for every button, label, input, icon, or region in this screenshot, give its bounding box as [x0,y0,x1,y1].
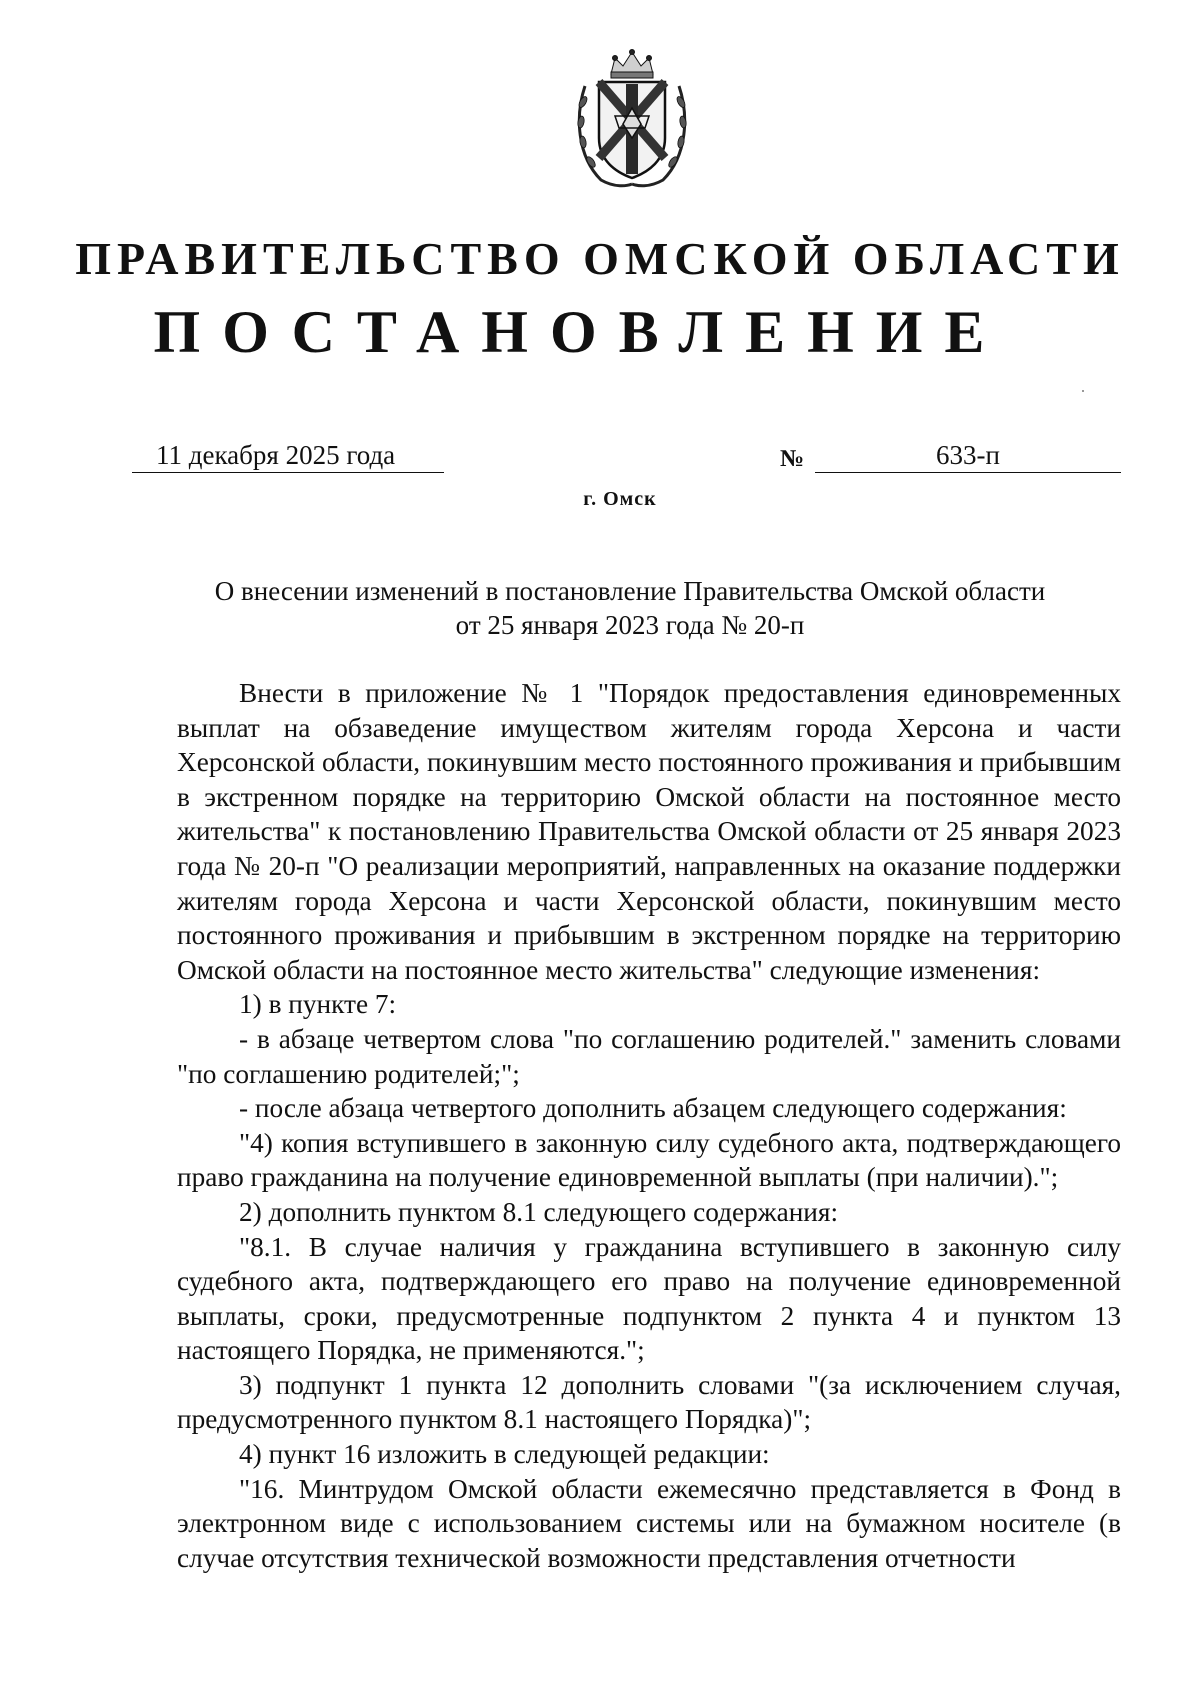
body-paragraph: "4) копия вступившего в законную силу судебного акта, подтверждающего право гражданина на получение единовременной выплаты (при наличии)."; [177,1127,1121,1193]
body-paragraph: "8.1. В случае наличия у гражданина вступившего в законную силу судебного акта, подтверждающего его право на получение единовременной выплаты, сроки, предусмотренные подпунктом 2 пункта 4 и пунктом 13 настоящего Порядка, не применяются."; [177,1231,1121,1366]
document-city: г. Омск [583,488,657,510]
body-paragraph: 1) в пункте 7: [239,989,397,1020]
omsk-region-coat-of-arms-icon [571,46,693,192]
document-date: 11 декабря 2025 года [132,438,444,473]
body-paragraph: "16. Минтрудом Омской области ежемесячно представляется в Фонд в электронном виде с использованием системы или на бумажном носителе (в случае отсутствия технической возможности представления отчетности [177,1473,1121,1573]
subject-line: от 25 января 2023 года № 20-п [455,610,805,640]
scan-speck [1082,390,1084,392]
body-paragraph: 2) дополнить пунктом 8.1 следующего содержания: [239,1196,839,1227]
number-sign: № [780,446,805,472]
document-number: 633-п [815,438,1121,473]
subject-line: О внесении изменений в постановление Правительства Омской области [214,576,1046,606]
body-paragraph: Внести в приложение № 1 "Порядок предоставления единовременных выплат на обзаведение имуществом жителям города Херсона и части Херсонской области, покинувшим место постоянного проживания и прибывшим в экстренном порядке на территорию Омской области на постоянное место жительства" к постановлению Правительства Омской области от 25 января 2023 года № 20-п "О реализации мероприятий, направленных на оказание поддержки жителям города Херсона и части Херсонской области, покинувшим место постоянного проживания и прибывшим в экстренном порядке на территорию Омской области на постоянное место жительства" следующие изменения: [177,678,1121,985]
body-paragraph: 4) пункт 16 изложить в следующей редакции: [239,1439,770,1470]
document-type-title: ПОСТАНОВЛЕНИЕ [153,299,1007,365]
document-subject [150,574,1110,642]
government-title: ПРАВИТЕЛЬСТВО ОМСКОЙ ОБЛАСТИ [75,233,1125,284]
body-paragraph: - после абзаца четвертого дополнить абзацем следующего содержания: [239,1093,1067,1124]
body-paragraph: 3) подпункт 1 пункта 12 дополнить словами "(за исключением случая, предусмотренного пунктом 8.1 настоящего Порядка)"; [177,1369,1121,1435]
document-body [177,676,1121,1575]
body-paragraph: - в абзаце четвертом слова "по соглашению родителей." заменить словами "по соглашению родителей;"; [177,1023,1121,1089]
